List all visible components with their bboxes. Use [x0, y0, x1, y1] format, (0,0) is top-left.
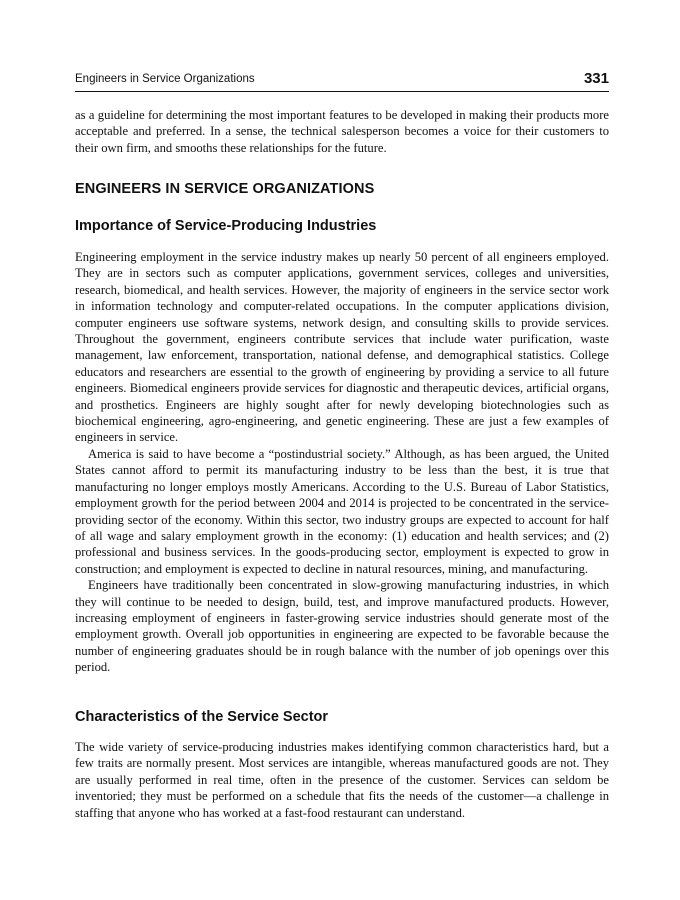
paragraph: Engineering employment in the service industry makes up nearly 50 percent of all engineers employed. They are in sectors such as computer applications, government services, colleges and universities, research, biomedical, and health services. However, the majority of engineers in the service sector work in information technology and computer-related occupations. In the computer applications division, computer engineers use software systems, network design, and consulting skills to provide services. Throughout the government, engineers contribute services that include water purification, waste management, law enforcement, transportation, national defense, and demographical statistics. College educators and researchers are essential to the growth of engineering by providing a service to all future engineers. Biomedical engineers provide services for diagnostic and therapeutic devices, artificial organs, and prosthetics. Engineers are highly sought after for newly developing biotechnologies such as biochemical engineering, agro-engineering, and genetic engineering. These are just a few examples of engineers in service. — [75, 250, 609, 445]
header-rule — [75, 91, 609, 92]
intro-paragraph: as a guideline for determining the most important features to be developed in making their products more acceptable and preferred. In a sense, the technical salesperson becomes a voice for their customers to their own firm, and smooths these relationships for the future. — [75, 108, 609, 155]
book-page — [75, 0, 609, 900]
running-title: Engineers in Service Organizations — [75, 73, 255, 85]
page-number: 331 — [583, 70, 609, 87]
section-heading-characteristics: Characteristics of the Service Sector — [75, 709, 329, 725]
section-characteristics — [75, 739, 609, 821]
paragraph: The wide variety of service-producing industries makes identifying common characteristics hard, but a few traits are normally present. Most services are intangible, whereas manufactured goods are not. They are usually performed in real time, often in the presence of the customer. Services can seldom be inventoried; they must be performed on a schedule that fits the needs of the customer—a challenge in staffing that anyone who has worked at a fast-food restaurant can understand. — [75, 740, 609, 820]
paragraph: Engineers have traditionally been concentrated in slow-growing manufacturing industries, in which they will continue to be needed to design, build, test, and improve manufactured products. However, increasing employment of engineers in faster-growing service industries should generate most of the employment growth. Overall job opportunities in engineering are expected to be favorable because the number of engineering graduates should be in rough balance with the number of job openings over this period. — [75, 578, 609, 675]
running-head — [75, 70, 609, 90]
paragraph: America is said to have become a “postindustrial society.” Although, as has been argued, the United States cannot afford to permit its manufacturing industry to be less than the best, it is true that manufacturing no longer employs mostly Americans. According to the U.S. Bureau of Labor Statistics, employment growth for the period between 2004 and 2014 is projected to be concentrated in the service-providing sector of the economy. Within this sector, two industry groups are expected to account for half of all wage and salary employment growth in the economy: (1) education and health services; and (2) professional and business services. In the goods-producing sector, employment is expected to grow in construction; and employment is expected to decline in natural resources, mining, and manufacturing. — [75, 446, 609, 576]
section-heading-importance: Importance of Service-Producing Industries — [75, 218, 377, 234]
chapter-heading: ENGINEERS IN SERVICE ORGANIZATIONS — [75, 181, 375, 197]
intro-block — [75, 107, 609, 156]
section-importance — [75, 249, 609, 676]
